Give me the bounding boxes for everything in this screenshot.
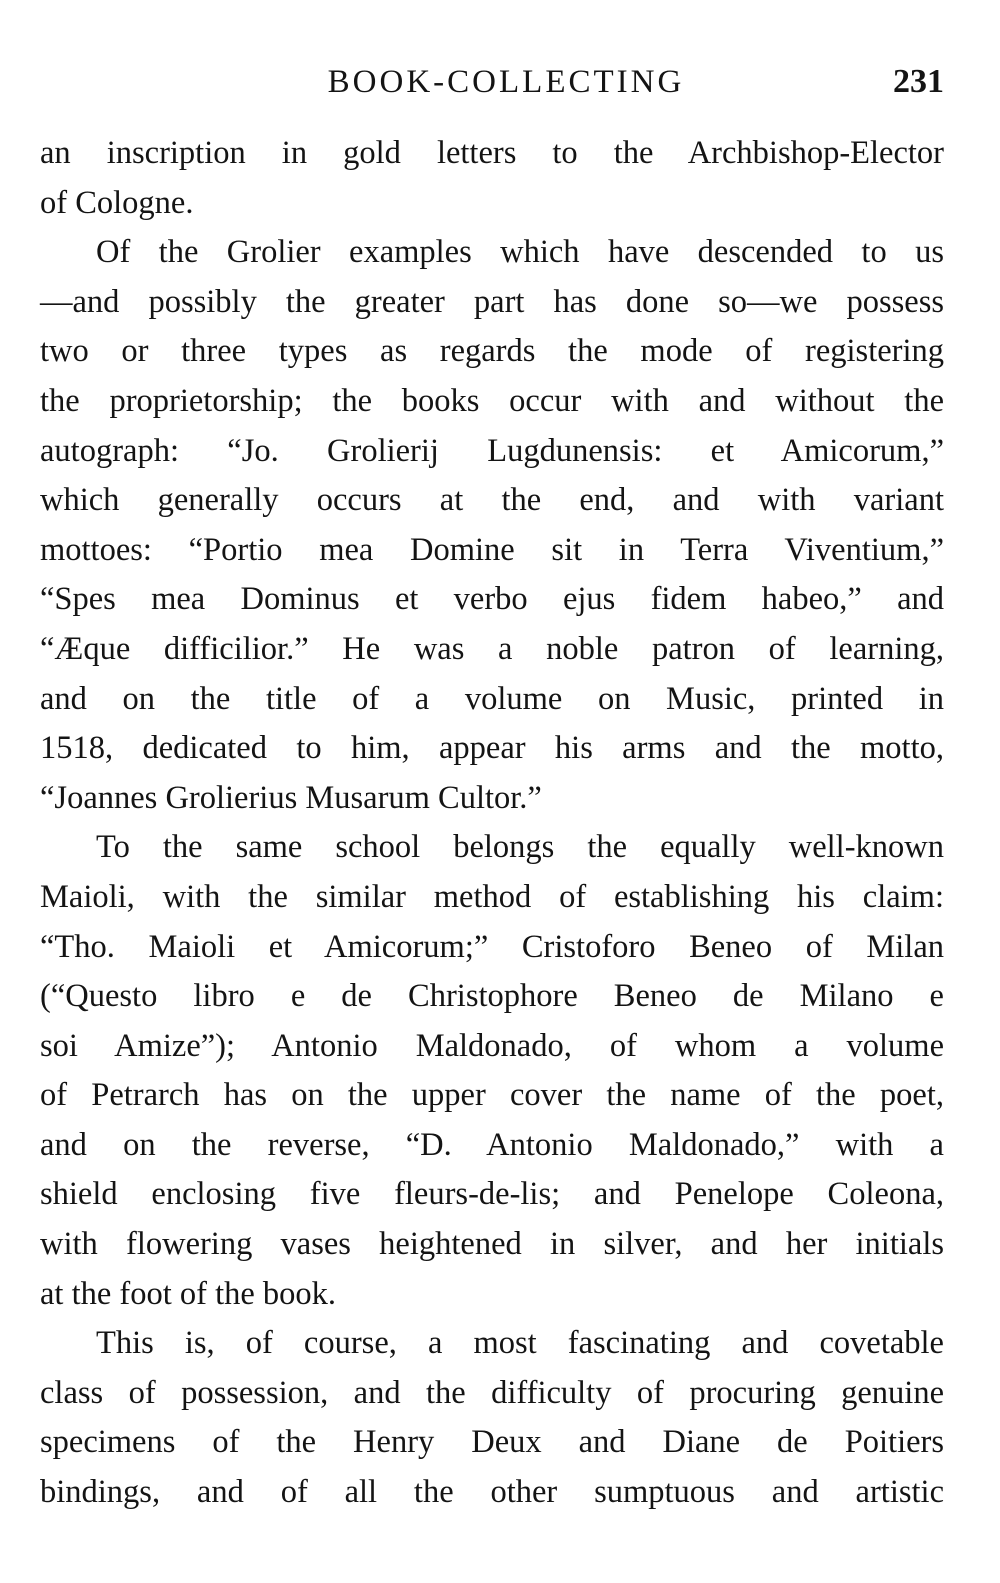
text-line: which generally occurs at the end, and with variant (40, 482, 944, 519)
text-line: at the foot of the book. (40, 1275, 337, 1312)
text-line: an inscription in gold letters to the Archbishop-Elector (40, 135, 944, 171)
text-line: Maioli, with the similar method of establishing his claim: (40, 878, 944, 915)
text-line: of Petrarch has on the upper cover the name of the poet, (40, 1077, 944, 1114)
text-line: soi Amize”); Antonio Maldonado, of whom a volume (40, 1027, 944, 1064)
text-line: Of the Grolier examples which have descended to us (96, 234, 944, 271)
text-line: two or three types as regards the mode of registering (40, 333, 944, 370)
running-head (40, 60, 944, 110)
text-line: —and possibly the greater part has done so—we possess (40, 283, 944, 320)
text-line: the proprietorship; the books occur with and without the (40, 382, 944, 419)
text-line: To the same school belongs the equally well-known (96, 829, 944, 866)
text-line: “Joannes Grolierius Musarum Cultor.” (40, 779, 542, 816)
text-line: This is, of course, a most fascinating and covetable (96, 1325, 944, 1362)
text-line: and on the reverse, “D. Antonio Maldonado,” with a (40, 1126, 944, 1163)
text-line: “Tho. Maioli et Amicorum;” Cristoforo Beneo of Milan (40, 928, 944, 965)
text-line: autograph: “Jo. Grolierij Lugdunensis: et Amicorum,” (40, 432, 944, 469)
text-line: (“Questo libro e de Christophore Beneo de Milano e (40, 978, 944, 1015)
text-line: specimens of the Henry Deux and Diane de Poitiers (40, 1424, 944, 1461)
text-line: “Æque difficilior.” He was a noble patron of learning, (40, 630, 944, 667)
text-line: 1518, dedicated to him, appear his arms and the motto, (40, 730, 944, 767)
running-title: BOOK-COLLECTING (327, 64, 685, 100)
text-line: “Spes mea Dominus et verbo ejus fidem habeo,” and (40, 581, 944, 618)
page-number: 231 (893, 63, 944, 100)
text-line: of Cologne. (40, 184, 194, 221)
body-text (40, 129, 944, 1518)
text-line: mottoes: “Portio mea Domine sit in Terra Viventium,” (40, 531, 944, 568)
text-line: with flowering vases heightened in silver, and her initials (40, 1226, 944, 1263)
text-line: shield enclosing five fleurs-de-lis; and Penelope Coleona, (40, 1176, 944, 1213)
text-line: class of possession, and the difficulty of procuring genuine (40, 1374, 944, 1411)
text-line: and on the title of a volume on Music, printed in (40, 680, 944, 717)
text-line: bindings, and of all the other sumptuous and artistic (40, 1474, 944, 1511)
